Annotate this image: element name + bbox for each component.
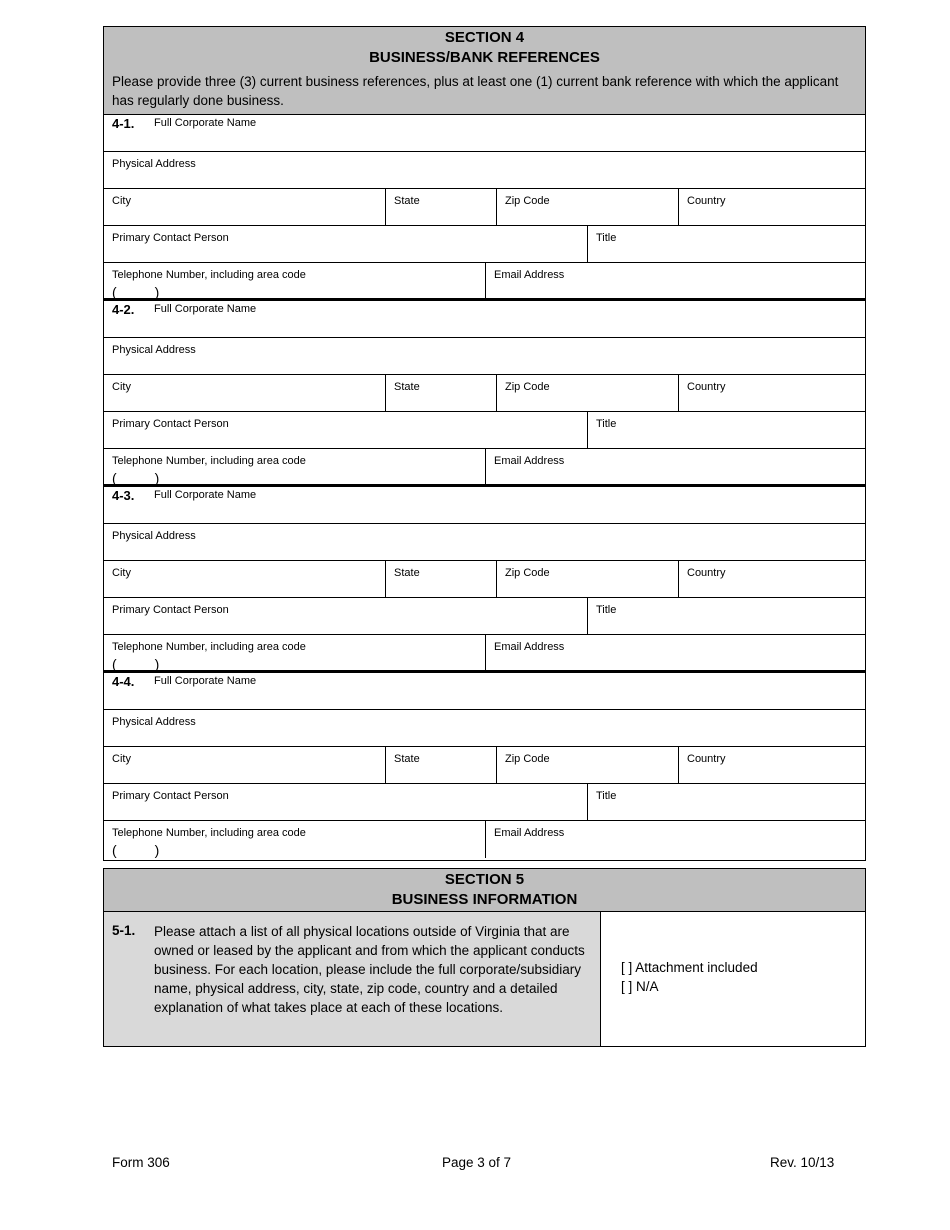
title-label: Title: [596, 232, 617, 244]
zip-code-label: Zip Code: [505, 753, 550, 765]
area-code-parentheses: ( ): [112, 842, 160, 858]
section-4-header: [104, 27, 865, 115]
email-field[interactable]: [485, 821, 865, 858]
section-5-header: [104, 869, 865, 912]
section-5-body: [104, 912, 865, 1046]
primary-contact-label: Primary Contact Person: [112, 604, 229, 616]
state-label: State: [394, 381, 420, 393]
country-field[interactable]: [678, 747, 865, 783]
reference-1-address-row: [104, 152, 865, 189]
area-code-parentheses: ( ): [112, 470, 160, 486]
corporate-name-field[interactable]: [104, 487, 865, 523]
reference-2-phone-row: [104, 449, 865, 487]
reference-block: [104, 115, 865, 301]
reference-4-name-row: [104, 673, 865, 710]
primary-contact-label: Primary Contact Person: [112, 790, 229, 802]
title-label: Title: [596, 790, 617, 802]
country-label: Country: [687, 753, 726, 765]
section-4-heading: SECTION 4: [444, 29, 525, 46]
country-label: Country: [687, 195, 726, 207]
section-5-subheading: BUSINESS INFORMATION: [391, 891, 578, 908]
email-field[interactable]: [485, 635, 865, 670]
state-field[interactable]: [385, 747, 496, 783]
country-field[interactable]: [678, 375, 865, 411]
reference-block: [104, 487, 865, 673]
reference-4-address-row: [104, 710, 865, 747]
corporate-name-field[interactable]: [104, 115, 865, 151]
zip-code-field[interactable]: [496, 375, 678, 411]
state-field[interactable]: [385, 189, 496, 225]
corporate-name-label: Full Corporate Name: [154, 675, 257, 687]
reference-number: 4-1.: [112, 116, 135, 131]
primary-contact-label: Primary Contact Person: [112, 418, 229, 430]
telephone-field[interactable]: [104, 635, 485, 670]
country-field[interactable]: [678, 189, 865, 225]
reference-1-phone-row: [104, 263, 865, 301]
email-field[interactable]: [485, 449, 865, 484]
reference-3-phone-row: [104, 635, 865, 673]
title-field[interactable]: [587, 598, 865, 634]
reference-4-phone-row: [104, 821, 865, 858]
attachment-included-checkbox[interactable]: [ ] Attachment included: [621, 960, 758, 975]
reference-number: 4-3.: [112, 488, 135, 503]
corporate-name-label: Full Corporate Name: [154, 117, 257, 129]
item-5-1-description: [104, 912, 601, 1046]
telephone-field[interactable]: [104, 821, 485, 858]
state-field[interactable]: [385, 375, 496, 411]
reference-block: [104, 673, 865, 858]
state-label: State: [394, 567, 420, 579]
primary-contact-field[interactable]: [104, 226, 587, 262]
title-field[interactable]: [587, 784, 865, 820]
physical-address-label: Physical Address: [112, 716, 196, 728]
telephone-field[interactable]: [104, 263, 485, 298]
footer-page-number: Page 3 of 7: [442, 1155, 512, 1170]
item-5-1-number: 5-1.: [112, 923, 136, 938]
telephone-label: Telephone Number, including area code: [112, 827, 306, 839]
state-label: State: [394, 195, 420, 207]
item-5-1-options: [601, 912, 865, 1046]
reference-3-address-row: [104, 524, 865, 561]
telephone-label: Telephone Number, including area code: [112, 269, 306, 281]
physical-address-field[interactable]: [104, 524, 865, 560]
zip-code-label: Zip Code: [505, 195, 550, 207]
title-field[interactable]: [587, 412, 865, 448]
not-applicable-checkbox[interactable]: [ ] N/A: [621, 979, 659, 994]
city-label: City: [112, 753, 131, 765]
zip-code-label: Zip Code: [505, 381, 550, 393]
telephone-label: Telephone Number, including area code: [112, 455, 306, 467]
reference-number: 4-2.: [112, 302, 135, 317]
zip-code-field[interactable]: [496, 189, 678, 225]
reference-3-location-row: [104, 561, 865, 598]
reference-number: 4-4.: [112, 674, 135, 689]
footer-revision: Rev. 10/13: [770, 1155, 835, 1170]
section-4-intro: Please provide three (3) current business references, plus at least one (1) current bank reference with which the applicant has regularly done business.: [112, 74, 839, 108]
area-code-parentheses: ( ): [112, 656, 160, 672]
city-field[interactable]: [104, 375, 385, 411]
corporate-name-label: Full Corporate Name: [154, 489, 257, 501]
area-code-parentheses: ( ): [112, 284, 160, 300]
reference-2-location-row: [104, 375, 865, 412]
email-field[interactable]: [485, 263, 865, 298]
section-5-heading: SECTION 5: [444, 871, 525, 888]
email-label: Email Address: [494, 455, 565, 467]
item-5-1-text: Please attach a list of all physical locations outside of Virginia that are owned or leased by the applicant and from which the applicant conducts business. For each location, please include the full corporate/subsidiary name, physical address, city, state, zip code, country and a detailed explanation of what takes place at each of these locations.: [154, 924, 585, 1015]
physical-address-field[interactable]: [104, 152, 865, 188]
email-label: Email Address: [494, 269, 565, 281]
corporate-name-label: Full Corporate Name: [154, 303, 257, 315]
city-label: City: [112, 381, 131, 393]
title-label: Title: [596, 604, 617, 616]
zip-code-label: Zip Code: [505, 567, 550, 579]
primary-contact-field[interactable]: [104, 412, 587, 448]
section-5: [103, 868, 866, 1047]
telephone-field[interactable]: [104, 449, 485, 484]
reference-2-contact-row: [104, 412, 865, 449]
reference-4-location-row: [104, 747, 865, 784]
physical-address-label: Physical Address: [112, 530, 196, 542]
email-label: Email Address: [494, 641, 565, 653]
city-label: City: [112, 567, 131, 579]
reference-2-name-row: [104, 301, 865, 338]
corporate-name-field[interactable]: [104, 301, 865, 337]
title-label: Title: [596, 418, 617, 430]
reference-4-contact-row: [104, 784, 865, 821]
reference-2-address-row: [104, 338, 865, 375]
city-field[interactable]: [104, 189, 385, 225]
primary-contact-field[interactable]: [104, 784, 587, 820]
city-field[interactable]: [104, 747, 385, 783]
email-label: Email Address: [494, 827, 565, 839]
state-field[interactable]: [385, 561, 496, 597]
physical-address-field[interactable]: [104, 710, 865, 746]
section-4: [103, 26, 866, 861]
reference-1-contact-row: [104, 226, 865, 263]
reference-3-contact-row: [104, 598, 865, 635]
section-4-subheading: BUSINESS/BANK REFERENCES: [369, 49, 600, 66]
zip-code-field[interactable]: [496, 561, 678, 597]
corporate-name-field[interactable]: [104, 673, 865, 709]
reference-3-name-row: [104, 487, 865, 524]
state-label: State: [394, 753, 420, 765]
city-field[interactable]: [104, 561, 385, 597]
physical-address-label: Physical Address: [112, 158, 196, 170]
city-label: City: [112, 195, 131, 207]
physical-address-label: Physical Address: [112, 344, 196, 356]
title-field[interactable]: [587, 226, 865, 262]
reference-list: [104, 115, 865, 858]
reference-1-location-row: [104, 189, 865, 226]
footer-form-number: Form 306: [112, 1155, 170, 1170]
reference-1-name-row: [104, 115, 865, 152]
country-label: Country: [687, 567, 726, 579]
primary-contact-field[interactable]: [104, 598, 587, 634]
country-label: Country: [687, 381, 726, 393]
telephone-label: Telephone Number, including area code: [112, 641, 306, 653]
primary-contact-label: Primary Contact Person: [112, 232, 229, 244]
zip-code-field[interactable]: [496, 747, 678, 783]
physical-address-field[interactable]: [104, 338, 865, 374]
reference-block: [104, 301, 865, 487]
country-field[interactable]: [678, 561, 865, 597]
